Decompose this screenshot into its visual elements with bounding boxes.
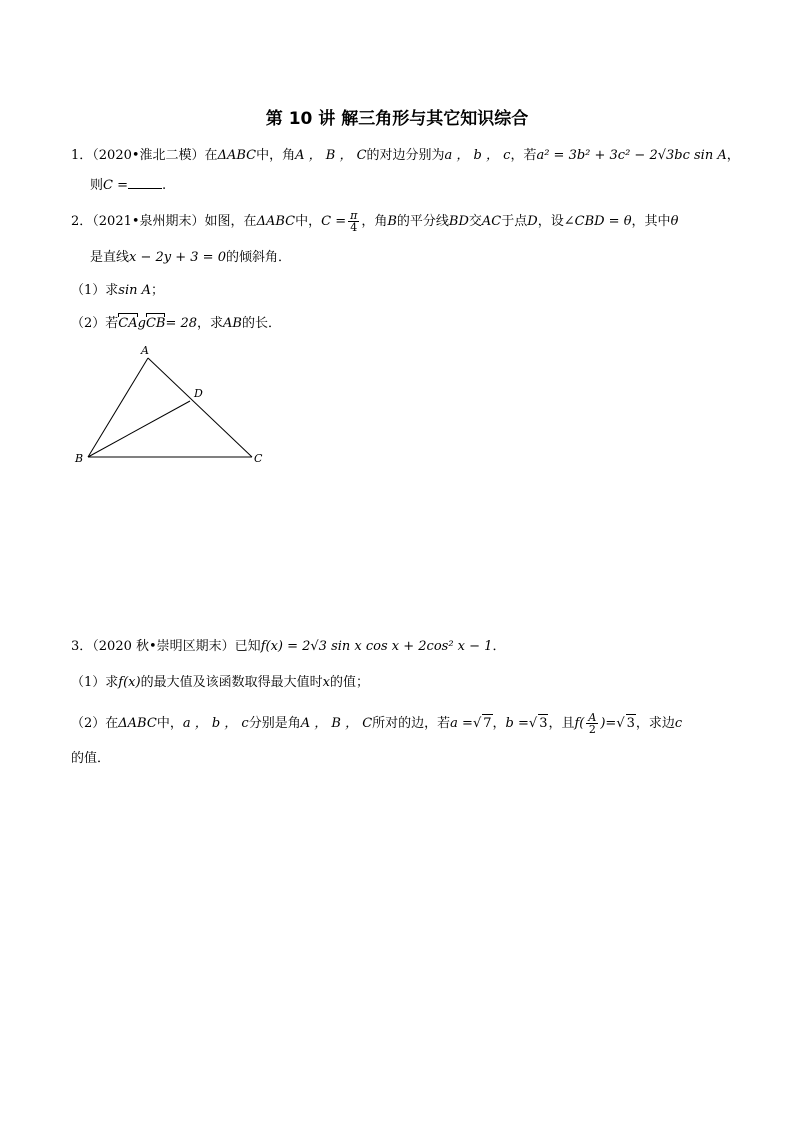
question-1-line-2 [90, 176, 166, 195]
part-label: （2）在 [71, 716, 119, 731]
part-label: （1）求 [71, 675, 119, 690]
part-1-expr: sin A [118, 283, 152, 298]
fraction-denominator: 4 [350, 221, 358, 234]
question-1-text: 则 [90, 178, 104, 193]
question-2-text: 是直线 [90, 250, 130, 265]
vector-cb: CB [145, 316, 166, 331]
fraction-denominator: 2 [588, 723, 596, 736]
vertex-b-label: B [75, 452, 84, 465]
question-3-number: 3． [71, 639, 93, 654]
dot-product-eq: = 28 [165, 316, 198, 331]
question-3-text: 的值． [71, 751, 111, 766]
angle-cbd-eq: ∠CBD = θ [563, 214, 632, 229]
question-2-number: 2． [71, 214, 93, 229]
question-2-text: 中， [295, 214, 322, 229]
question-1-number: 1． [71, 148, 93, 163]
angle-b: B [387, 214, 397, 229]
point-d: D [527, 214, 538, 229]
f-open: f( [574, 716, 585, 731]
a-eq: a = [450, 716, 473, 731]
side-vars: a ， b ， c [444, 148, 511, 163]
question-3-text: 的最大值及该函数取得最大值时 [140, 675, 323, 690]
vector-ca: CA [118, 316, 138, 331]
question-2-text: ，求 [197, 316, 224, 331]
fx: f(x) [118, 675, 141, 690]
question-2-part-1 [71, 282, 164, 300]
question-1-text: . [162, 178, 167, 193]
angle-vars: A ， B ， C [295, 148, 367, 163]
line-equation: x − 2y + 3 = 0 [129, 250, 226, 265]
answer-var: C = [103, 178, 128, 193]
point-d-label: D [194, 387, 203, 400]
bisector-bd [88, 401, 190, 457]
question-2-text: 于点 [501, 214, 528, 229]
question-2-text: 如图，在 [204, 214, 257, 229]
answer-blank [128, 176, 162, 189]
theta: θ [670, 214, 679, 229]
segment-ab: AB [223, 316, 242, 331]
question-3-text: 的值； [329, 675, 369, 690]
fraction-numerator: A [588, 711, 597, 724]
question-3-line-1 [71, 638, 505, 656]
sqrt-3: 3 [539, 716, 548, 731]
triangle-label: ΔABC [118, 716, 157, 731]
pi-over-4-fraction [348, 210, 359, 233]
question-1-text: 中，角 [256, 148, 296, 163]
side-ac [148, 358, 252, 457]
sqrt-3: 3 [626, 716, 635, 731]
angle-c-eq: C = [321, 214, 347, 229]
triangle-label: ΔABC [256, 214, 296, 229]
segment-ac: AC [481, 214, 502, 229]
question-2-text: ，设 [537, 214, 564, 229]
question-3-text: 中， [156, 716, 183, 731]
question-1-formula: a² = 3b² + 3c² − 2√3bc sin A [536, 148, 727, 163]
question-3-text: ，且 [548, 716, 575, 731]
question-2-source: （2021•泉州期末） [92, 214, 205, 229]
question-1-text: ，若 [510, 148, 537, 163]
question-3-formula: f(x) = 2√3 sin x cos x + 2cos² x − 1 [260, 639, 493, 654]
question-2-text: 的平分线 [396, 214, 449, 229]
f-eq: = [605, 716, 617, 731]
question-3-part-1 [71, 674, 369, 692]
a-over-2-fraction [586, 712, 598, 735]
question-3-source: （2020 秋•崇明区期末） [92, 639, 235, 654]
dot-operator: g [137, 316, 146, 331]
question-2-text: ，其中 [631, 214, 671, 229]
part-label: （1）求 [71, 283, 119, 298]
side-ab [88, 358, 148, 457]
vertex-a-label: A [141, 344, 149, 357]
question-2-text: 交 [468, 214, 482, 229]
var-x: x [322, 675, 330, 690]
question-1-text: 在 [204, 148, 218, 163]
question-3-text: ，求边 [635, 716, 675, 731]
question-1-text: ， [726, 148, 740, 163]
b-eq: b = [505, 716, 529, 731]
vertex-c-label: C [254, 452, 263, 465]
question-2-part-2 [71, 315, 281, 333]
question-3-text: 分别是角 [248, 716, 301, 731]
question-2-line-1 [71, 210, 678, 233]
page-title: 第 10 讲 解三角形与其它知识综合 [265, 109, 529, 129]
question-2-text: ，角 [361, 214, 388, 229]
question-1-text: 的对边分别为 [366, 148, 445, 163]
angle-vars: A ， B ， C [300, 716, 373, 731]
question-2-text: 的倾斜角． [225, 250, 291, 265]
question-3-text: 所对的边，若 [372, 716, 451, 731]
question-2-text: 的长． [242, 316, 282, 331]
triangle-label: ΔABC [217, 148, 257, 163]
segment-bd: BD [448, 214, 469, 229]
var-c: c [674, 716, 683, 731]
f-close: ) [600, 716, 606, 731]
question-1-line-1 [71, 147, 740, 165]
question-3-text: 已知 [234, 639, 261, 654]
sqrt-7: 7 [483, 716, 492, 731]
part-label: （2）若 [71, 316, 119, 331]
question-3-part-2-line-2 [71, 750, 110, 768]
question-1-source: （2020•淮北二模） [92, 148, 205, 163]
question-2-text: ； [151, 283, 165, 298]
question-3-part-2: （2）在ΔABC中，a ， b ， c分别是角A ， B ， C所对的边，若a =√ 7，b =√ 3，且f( $\frac{A}{2}$ )=√ 3，求边c [71, 711, 683, 736]
question-2-line-2 [90, 249, 291, 267]
question-3-text: ． [492, 639, 506, 654]
fraction-numerator: π [350, 209, 358, 222]
triangle-figure [70, 340, 270, 470]
side-vars: a ， b ， c [182, 716, 249, 731]
